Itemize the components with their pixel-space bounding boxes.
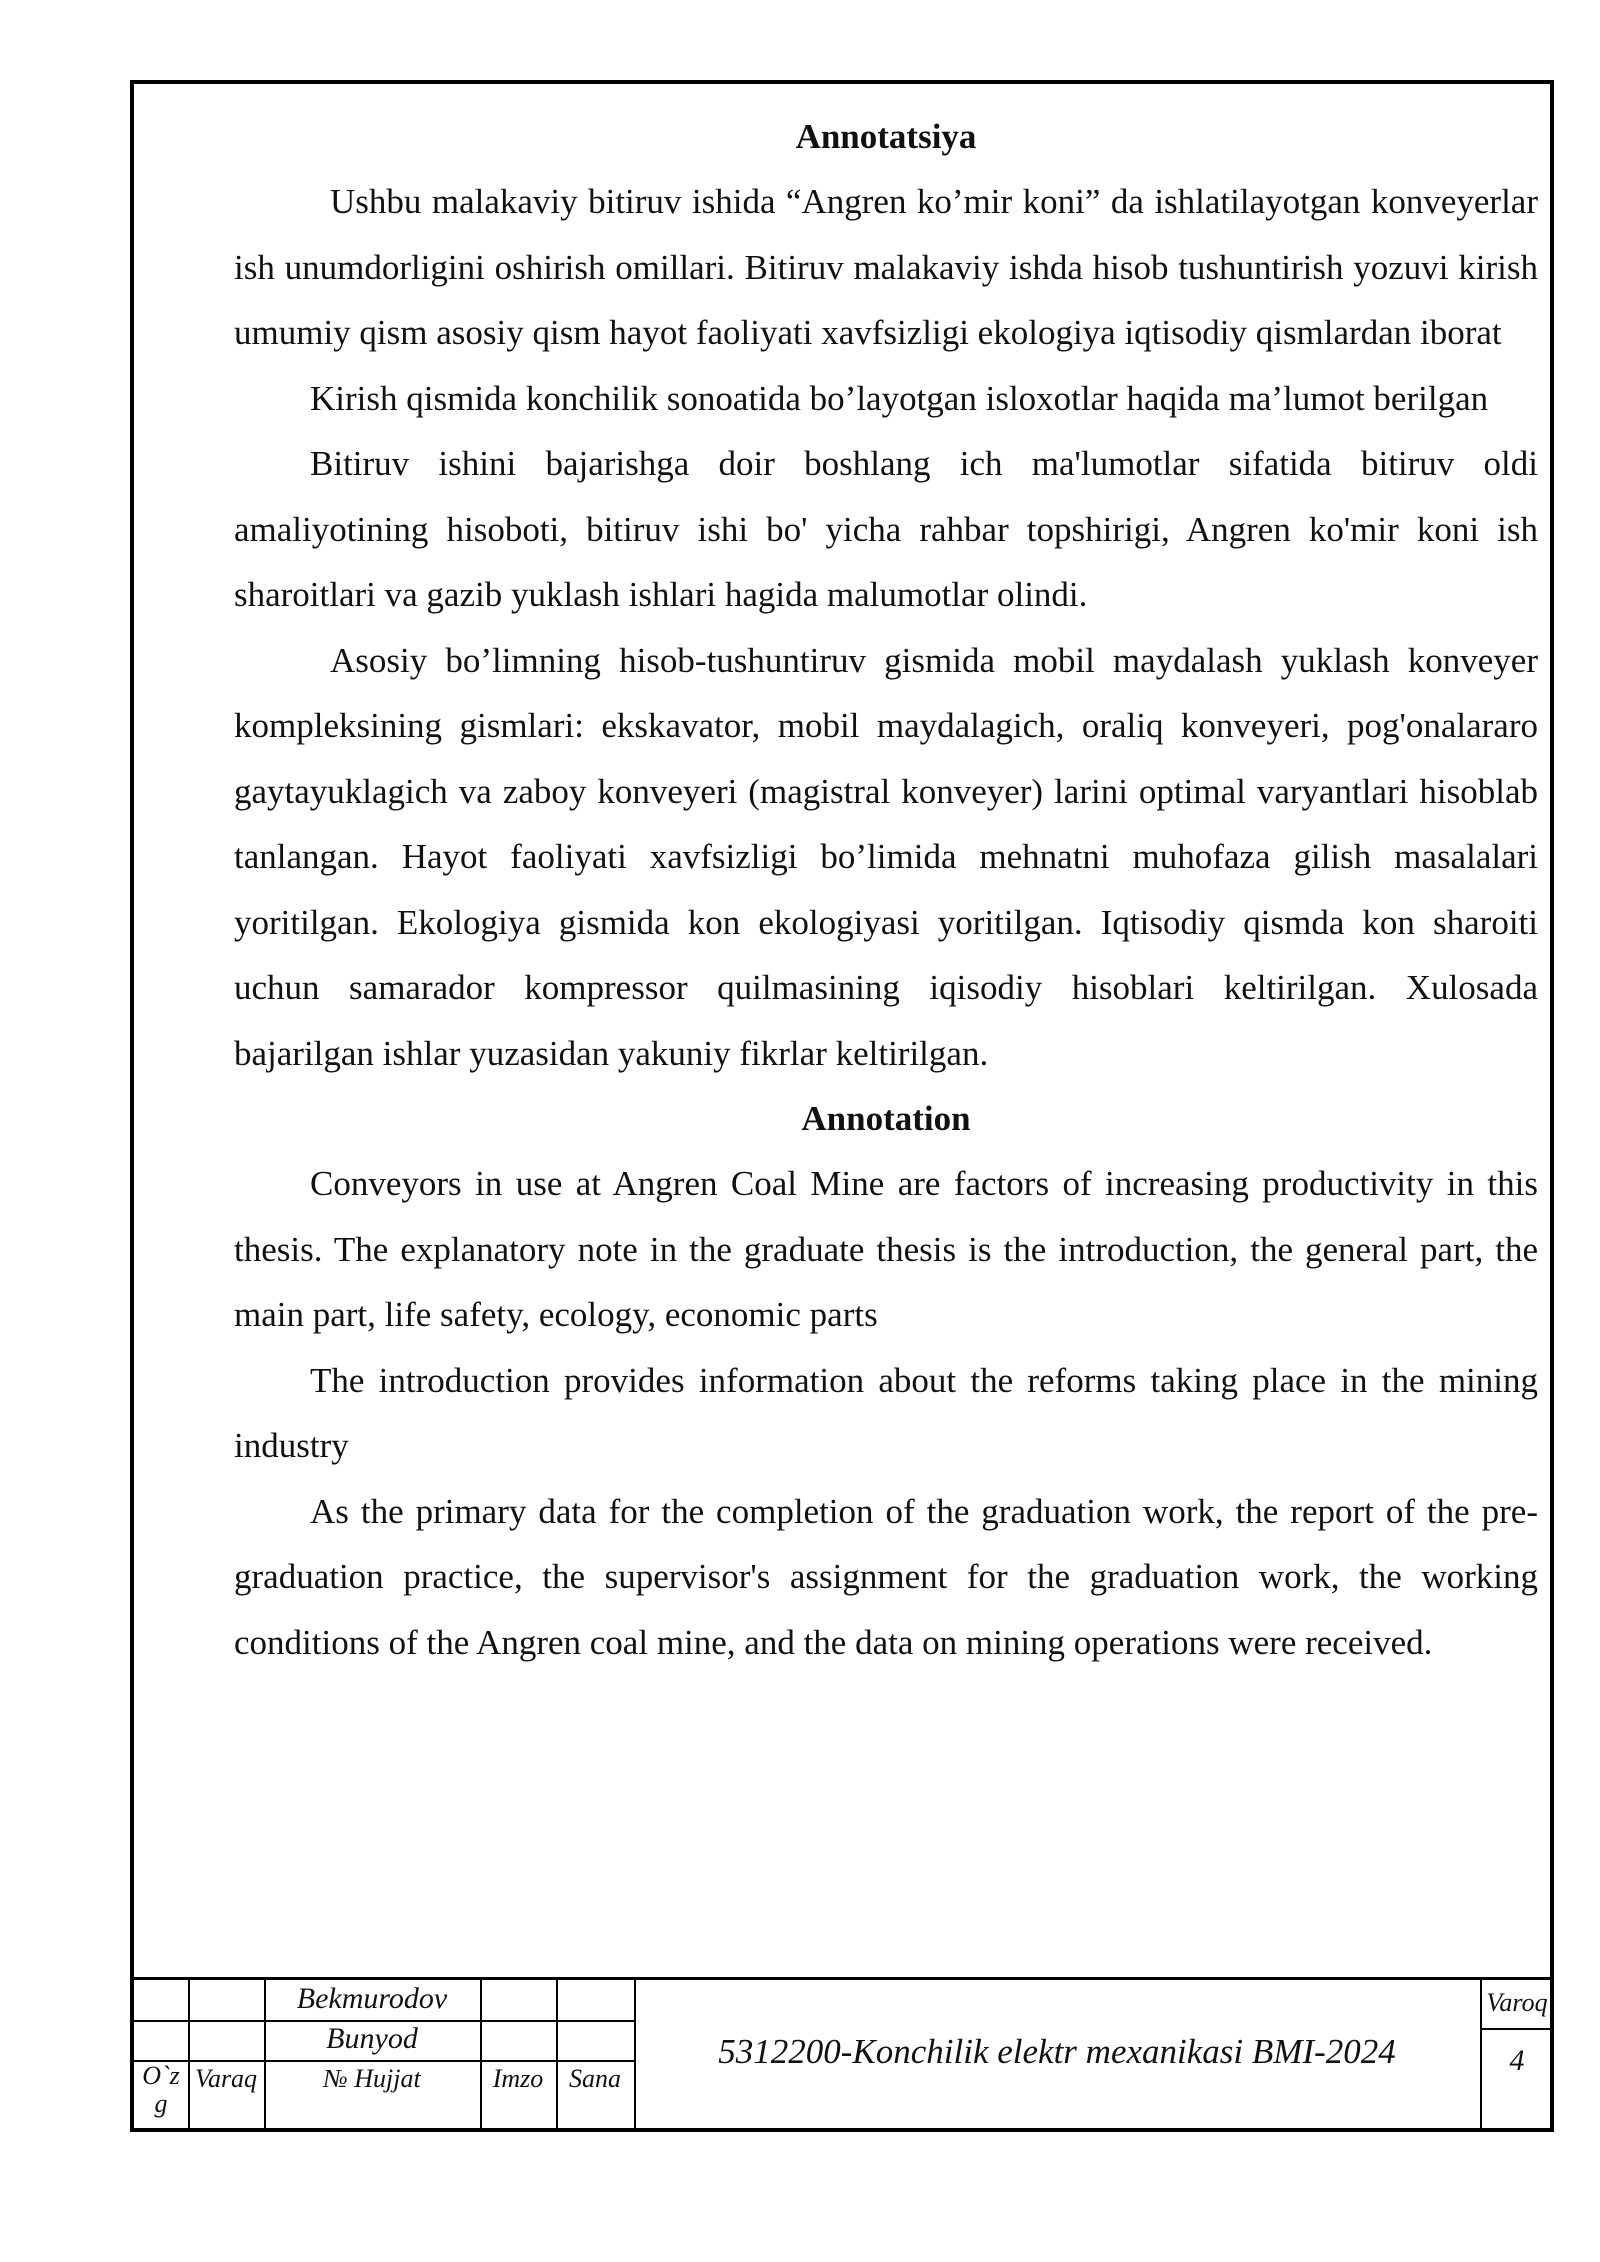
col-imzo-label: Imzo: [492, 2064, 544, 2093]
stamp-divider: [188, 1980, 190, 2128]
en-paragraph-3: As the primary data for the completion of the graduation work, the report of the pre-graduation practice, the supervisor's assignment for the graduation work, the working conditions of the Angren coal mine, and the data on mining operations were received.: [234, 1491, 1538, 1662]
uz-heading: Annotatsiya: [795, 117, 977, 156]
uz-paragraph-2: Kirish qismida konchilik sonoatida bo’layotgan isloxotlar haqida ma’lumot berilgan: [310, 378, 1489, 418]
en-paragraph-2: The introduction provides information about the reforms taking place in the mining industry: [234, 1360, 1538, 1465]
col-varaq-label: Varaq: [194, 2064, 258, 2093]
col-hujjat-label: № Hujjat: [323, 2064, 421, 2093]
document-code: 5312200-Konchilik elektr mexanikasi BMI-2024: [718, 2032, 1396, 2071]
uz-paragraph-4: Asosiy bo’limning hisob-tushuntiruv gismida mobil maydalash yuklash konveyer kompleksining gismlari: ekskavator, mobil maydalagich, oraliq konveyeri, pog'onalararo gaytayuklagich va zaboy konveyeri (magistral konveyer) larini optimal varyantlari hisoblab tanlangan. Hayot faoliyati xavfsizligi bo’limida mehnatni muhofaza gilish masalalari yoritilgan. Ekologiya gismida kon ekologiyasi yoritilgan. Iqtisodiy qismda kon sharoiti uchun samarador kompressor quilmasining iqisodiy hisoblari keltirilgan. Xulosada bajarilgan ishlar yuzasidan yakuniy fikrlar keltirilgan.: [234, 640, 1538, 1073]
author-first-name: Bunyod: [326, 2022, 418, 2055]
stamp-rule: [1480, 2028, 1554, 2030]
sheet-number: 4: [1509, 2044, 1525, 2077]
author-last-name: Bekmurodov: [296, 1982, 448, 2015]
title-block: [134, 1977, 1554, 2128]
stamp-divider: [480, 1980, 482, 2128]
page-frame: [130, 80, 1554, 2132]
en-paragraph-1: Conveyors in use at Angren Coal Mine are factors of increasing productivity in this thesis. The explanatory note in the graduate thesis is the introduction, the general part, the main part, life safety, ecology, economic parts: [234, 1164, 1538, 1334]
stamp-divider: [556, 1980, 558, 2128]
col-ozg-label: O`z g: [142, 2061, 180, 2118]
col-sana-label: Sana: [569, 2064, 621, 2093]
sheet-label: Varoq: [1486, 1988, 1548, 2017]
uz-paragraph-1: Ushbu malakaviy bitiruv ishida “Angren ko’mir koni” da ishlatilayotgan konveyerlar ish unumdorligini oshirish omillari. Bitiruv malakaviy ishda hisob tushuntirish yozuvi kirish umumiy qism asosiy qism hayot faoliyati xavfsizligi ekologiya iqtisodiy qismlardan iborat: [234, 182, 1538, 352]
document-body: [234, 104, 1538, 1675]
uz-paragraph-3: Bitiruv ishini bajarishga doir boshlang ich ma'lumotlar sifatida bitiruv oldi amaliyotining hisoboti, bitiruv ishi bo' yicha rahbar topshirigi, Angren ko'mir koni ish sharoitlari va gazib yuklash ishlari hagida malumotlar olindi.: [234, 444, 1538, 614]
en-heading: Annotation: [801, 1099, 971, 1138]
stamp-rule: [134, 2060, 634, 2062]
